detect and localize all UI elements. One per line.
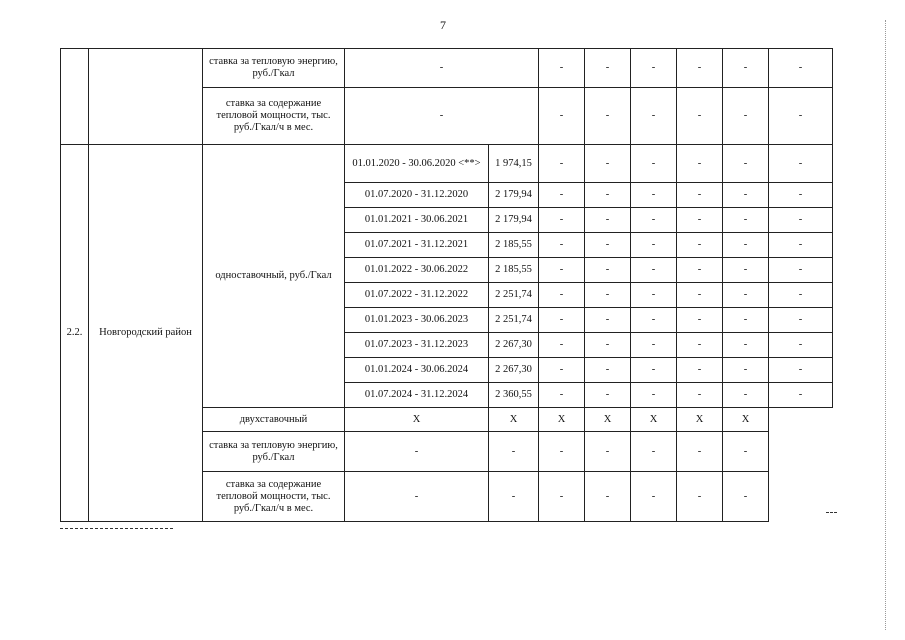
value-cell: - bbox=[677, 49, 723, 88]
rate-value-cell: 2 179,94 bbox=[489, 183, 539, 208]
rate-value-cell: X bbox=[489, 408, 539, 432]
value-cell: - bbox=[769, 88, 833, 145]
value-cell: - bbox=[539, 88, 585, 145]
period-cell: 01.07.2022 - 31.12.2022 bbox=[345, 283, 489, 308]
value-cell: - bbox=[539, 208, 585, 233]
value-cell: - bbox=[585, 358, 631, 383]
value-cell: - bbox=[585, 208, 631, 233]
period-cell: X bbox=[345, 408, 489, 432]
value-cell: - bbox=[539, 283, 585, 308]
value-cell: - bbox=[585, 145, 631, 183]
value-cell: - bbox=[539, 183, 585, 208]
value-cell: - bbox=[631, 183, 677, 208]
value-cell: - bbox=[539, 145, 585, 183]
value-cell: - bbox=[723, 49, 769, 88]
value-cell: - bbox=[677, 208, 723, 233]
value-cell: X bbox=[585, 408, 631, 432]
value-cell: - bbox=[769, 145, 833, 183]
value-cell: X bbox=[723, 408, 769, 432]
edge-mark bbox=[826, 512, 837, 513]
value-cell: - bbox=[677, 308, 723, 333]
period-cell: - bbox=[345, 88, 539, 145]
value-cell: - bbox=[723, 472, 769, 522]
tariff-kind-cell: ставка за тепловую энергию, руб./Гкал bbox=[203, 49, 345, 88]
value-cell: - bbox=[585, 258, 631, 283]
rate-value-cell: - bbox=[489, 432, 539, 472]
value-cell: X bbox=[677, 408, 723, 432]
period-cell: 01.01.2023 - 30.06.2023 bbox=[345, 308, 489, 333]
value-cell: - bbox=[585, 233, 631, 258]
value-cell: - bbox=[769, 183, 833, 208]
value-cell: - bbox=[677, 145, 723, 183]
value-cell: - bbox=[539, 308, 585, 333]
period-cell: - bbox=[345, 49, 539, 88]
value-cell: - bbox=[631, 472, 677, 522]
rate-value-cell: 2 185,55 bbox=[489, 258, 539, 283]
value-cell: - bbox=[631, 49, 677, 88]
value-cell: - bbox=[585, 183, 631, 208]
row-number-cell bbox=[61, 49, 89, 145]
period-cell: 01.07.2023 - 31.12.2023 bbox=[345, 333, 489, 358]
period-cell: 01.01.2021 - 30.06.2021 bbox=[345, 208, 489, 233]
row-number-cell: 2.2. bbox=[61, 145, 89, 522]
value-cell: X bbox=[631, 408, 677, 432]
value-cell: - bbox=[631, 88, 677, 145]
value-cell: - bbox=[723, 258, 769, 283]
value-cell: - bbox=[539, 432, 585, 472]
district-cell bbox=[89, 49, 203, 145]
value-cell: - bbox=[769, 383, 833, 408]
value-cell: - bbox=[723, 383, 769, 408]
period-cell: 01.01.2020 - 30.06.2020 <**> bbox=[345, 145, 489, 183]
value-cell: - bbox=[677, 183, 723, 208]
value-cell: - bbox=[723, 183, 769, 208]
value-cell: - bbox=[769, 233, 833, 258]
value-cell: - bbox=[723, 145, 769, 183]
value-cell: - bbox=[631, 208, 677, 233]
value-cell: - bbox=[585, 283, 631, 308]
value-cell: - bbox=[631, 333, 677, 358]
period-cell: 01.07.2020 - 31.12.2020 bbox=[345, 183, 489, 208]
value-cell: - bbox=[677, 258, 723, 283]
value-cell: - bbox=[631, 432, 677, 472]
value-cell: - bbox=[677, 233, 723, 258]
period-cell: 01.07.2021 - 31.12.2021 bbox=[345, 233, 489, 258]
period-cell: 01.07.2024 - 31.12.2024 bbox=[345, 383, 489, 408]
tariff-kind-cell: ставка за содержание тепловой мощности, тыс. руб./Гкал/ч в мес. bbox=[203, 88, 345, 145]
footnote-separator bbox=[60, 528, 173, 529]
value-cell: - bbox=[723, 308, 769, 333]
value-cell: - bbox=[677, 358, 723, 383]
period-cell: 01.01.2022 - 30.06.2022 bbox=[345, 258, 489, 283]
value-cell: - bbox=[631, 233, 677, 258]
value-cell: - bbox=[585, 88, 631, 145]
rate-value-cell: 1 974,15 bbox=[489, 145, 539, 183]
value-cell: - bbox=[585, 308, 631, 333]
tariff-table bbox=[60, 48, 833, 522]
value-cell: - bbox=[769, 308, 833, 333]
value-cell: - bbox=[723, 208, 769, 233]
period-cell: 01.01.2024 - 30.06.2024 bbox=[345, 358, 489, 383]
value-cell: - bbox=[769, 333, 833, 358]
value-cell: - bbox=[585, 472, 631, 522]
scan-edge-line bbox=[885, 20, 886, 630]
value-cell: - bbox=[769, 283, 833, 308]
value-cell: - bbox=[769, 208, 833, 233]
value-cell: - bbox=[585, 383, 631, 408]
rate-value-cell: 2 267,30 bbox=[489, 358, 539, 383]
value-cell: - bbox=[677, 333, 723, 358]
value-cell: - bbox=[723, 333, 769, 358]
value-cell: - bbox=[631, 358, 677, 383]
value-cell: - bbox=[723, 233, 769, 258]
page-number: 7 bbox=[440, 18, 446, 32]
value-cell: - bbox=[585, 49, 631, 88]
tariff-kind-cell: одноставочный, руб./Гкал bbox=[203, 145, 345, 408]
value-cell: - bbox=[539, 358, 585, 383]
value-cell: - bbox=[539, 472, 585, 522]
rate-value-cell: 2 267,30 bbox=[489, 333, 539, 358]
value-cell: - bbox=[677, 432, 723, 472]
tariff-kind-cell: ставка за содержание тепловой мощности, тыс. руб./Гкал/ч в мес. bbox=[203, 472, 345, 522]
rate-value-cell: 2 251,74 bbox=[489, 283, 539, 308]
value-cell: - bbox=[723, 432, 769, 472]
value-cell: - bbox=[723, 88, 769, 145]
value-cell: - bbox=[723, 283, 769, 308]
value-cell: - bbox=[539, 333, 585, 358]
value-cell: - bbox=[539, 383, 585, 408]
value-cell: - bbox=[631, 145, 677, 183]
value-cell: - bbox=[631, 383, 677, 408]
value-cell: - bbox=[677, 283, 723, 308]
value-cell: - bbox=[539, 258, 585, 283]
rate-value-cell: 2 360,55 bbox=[489, 383, 539, 408]
rate-value-cell: - bbox=[489, 472, 539, 522]
table-row bbox=[61, 49, 833, 88]
value-cell: - bbox=[585, 432, 631, 472]
tariff-kind-cell: ставка за тепловую энергию, руб./Гкал bbox=[203, 432, 345, 472]
period-cell: - bbox=[345, 432, 489, 472]
rate-value-cell: 2 251,74 bbox=[489, 308, 539, 333]
rate-value-cell: 2 179,94 bbox=[489, 208, 539, 233]
value-cell: - bbox=[539, 49, 585, 88]
value-cell: - bbox=[769, 49, 833, 88]
table-row bbox=[61, 145, 833, 183]
value-cell: - bbox=[631, 258, 677, 283]
value-cell: - bbox=[585, 333, 631, 358]
value-cell: - bbox=[769, 258, 833, 283]
district-cell: Новгородский район bbox=[89, 145, 203, 522]
value-cell: - bbox=[769, 358, 833, 383]
value-cell: - bbox=[677, 88, 723, 145]
value-cell: X bbox=[539, 408, 585, 432]
period-cell: - bbox=[345, 472, 489, 522]
value-cell: - bbox=[631, 283, 677, 308]
value-cell: - bbox=[677, 472, 723, 522]
rate-value-cell: 2 185,55 bbox=[489, 233, 539, 258]
value-cell: - bbox=[677, 383, 723, 408]
value-cell: - bbox=[539, 233, 585, 258]
value-cell: - bbox=[631, 308, 677, 333]
value-cell: - bbox=[723, 358, 769, 383]
tariff-kind-cell: двухставочный bbox=[203, 408, 345, 432]
